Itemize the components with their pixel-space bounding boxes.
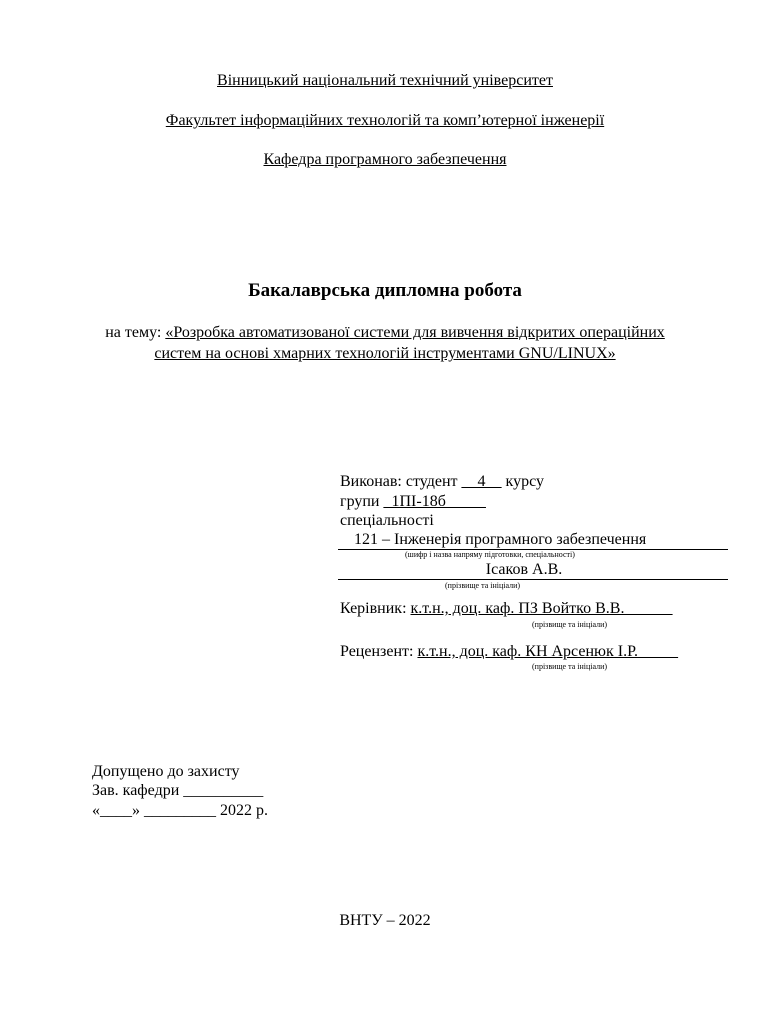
course-label: курсу xyxy=(505,473,544,490)
student-name-underline xyxy=(338,579,728,580)
course-value: __4__ xyxy=(461,473,502,490)
student-caption: (прізвище та ініціали) xyxy=(445,581,521,590)
supervisor-line xyxy=(340,600,672,618)
approval-line-1: Допущено до захисту xyxy=(92,763,240,780)
approval-line-2: Зав. кафедри __________ xyxy=(92,782,264,799)
work-type-title: Бакалаврська дипломна робота xyxy=(248,280,522,301)
group-label: групи xyxy=(340,493,380,510)
topic-prefix: на тему: xyxy=(105,324,162,341)
supervisor-value: к.т.н., доц. каф. ПЗ Войтко В.В.______ xyxy=(410,600,673,617)
faculty-name: Факультет інформаційних технологій та комп’ютерної інженерії xyxy=(165,112,605,129)
specialty-label: спеціальності xyxy=(340,512,434,529)
topic-text-1: «Розробка автоматизованої системи для вивчення відкритих операційних xyxy=(165,324,665,341)
university-name: Вінницький національний технічний університет xyxy=(217,72,553,89)
student-name: Ісаков А.В. xyxy=(485,561,563,578)
footer-text: ВНТУ – 2022 xyxy=(339,912,431,929)
group-line xyxy=(340,493,486,511)
topic-line-1 xyxy=(0,324,770,342)
reviewer-label: Рецензент: xyxy=(340,643,414,660)
approval-line-3: «____» _________ 2022 р. xyxy=(92,802,268,819)
supervisor-caption: (прізвище та ініціали) xyxy=(532,620,608,629)
reviewer-line xyxy=(340,643,678,661)
specialty-caption: (шифр і назва напряму підготовки, спеціальності) xyxy=(405,550,575,559)
supervisor-label: Керівник: xyxy=(340,600,407,617)
reviewer-value: к.т.н., доц. каф. КН Арсенюк І.Р._____ xyxy=(417,643,678,660)
reviewer-caption: (прізвище та ініціали) xyxy=(532,662,608,671)
group-value: _1ПІ-18б_____ xyxy=(383,493,486,510)
student-label: Виконав: студент xyxy=(340,473,458,490)
topic-line-2: систем на основі хмарних технологій інструментами GNU/LINUX» xyxy=(154,345,616,362)
student-course-line xyxy=(340,473,544,491)
specialty-value: 121 – Інженерія програмного забезпечення xyxy=(354,531,647,548)
department-name: Кафедра програмного забезпечення xyxy=(263,151,507,168)
